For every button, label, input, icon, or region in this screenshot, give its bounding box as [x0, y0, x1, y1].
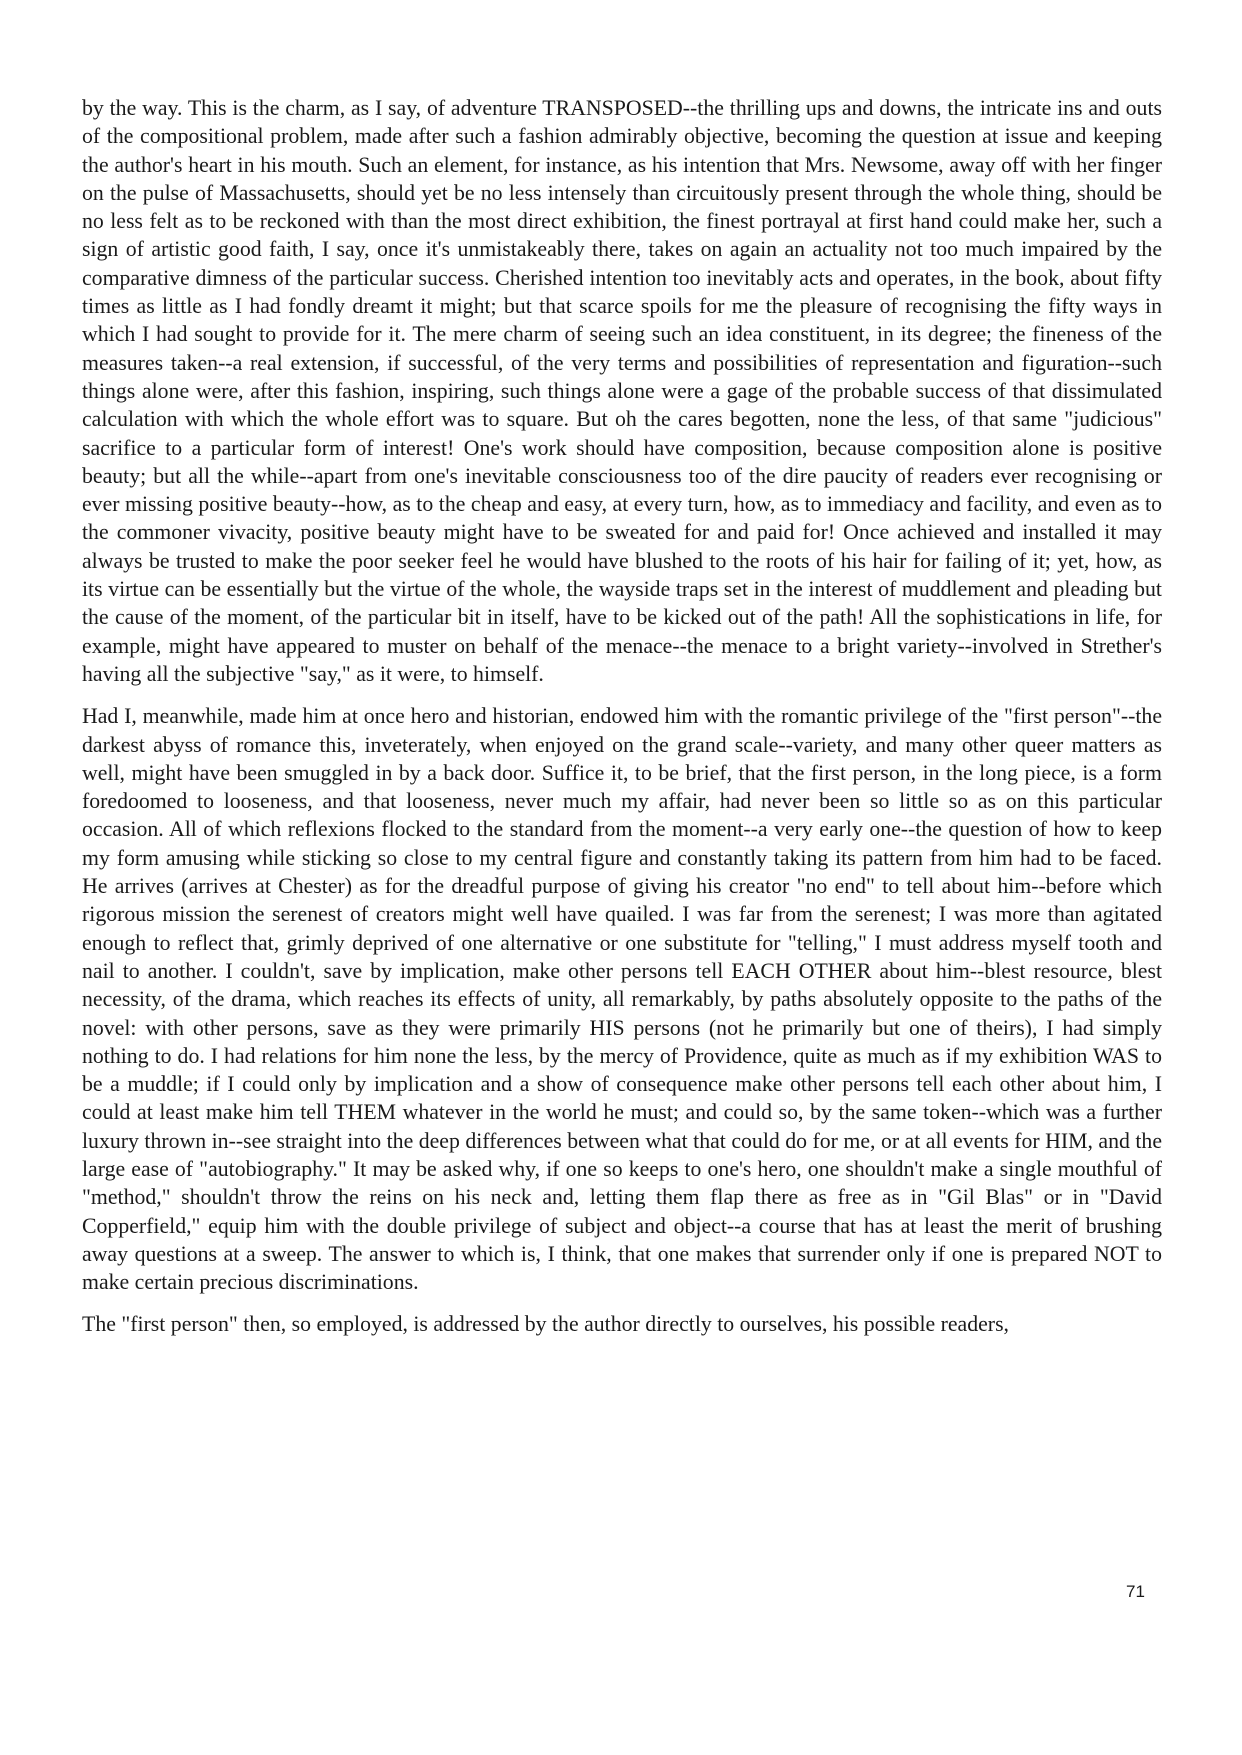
- paragraph-1: by the way. This is the charm, as I say, of adventure TRANSPOSED--the thrilling ups and downs, the intricate ins and outs of the compositional problem, made after such a fashion admirably objective, becoming the question at issue and keeping the author's heart in his mouth. Such an element, for instance, as his intention that Mrs. Newsome, away off with her finger on the pulse of Massachusetts, should yet be no less intensely than circuitously present through the whole thing, should be no less felt as to be reckoned with than the most direct exhibition, the finest portrayal at first hand could make her, such a sign of artistic good faith, I say, once it's unmistakeably there, takes on again an actuality not too much impaired by the comparative dimness of the particular success. Cherished intention too inevitably acts and operates, in the book, about fifty times as little as I had fondly dreamt it might; but that scarce spoils for me the pleasure of recognising the fifty ways in which I had sought to provide for it. The mere charm of seeing such an idea constituent, in its degree; the fineness of the measures taken--a real extension, if successful, of the very terms and possibilities of representation and figuration--such things alone were, after this fashion, inspiring, such things alone were a gage of the probable success of that dissimulated calculation with which the whole effort was to square. But oh the cares begotten, none the less, of that same "judicious" sacrifice to a particular form of interest! One's work should have composition, because composition alone is positive beauty; but all the while--apart from one's inevitable consciousness too of the dire paucity of readers ever recognising or ever missing positive beauty--how, as to the cheap and easy, at every turn, how, as to immediacy and facility, and even as to the commoner vivacity, positive beauty might have to be sweated for and paid for! Once achieved and installed it may always be trusted to make the poor seeker feel he would have blushed to the roots of his hair for failing of it; yet, how, as its virtue can be essentially but the virtue of the whole, the wayside traps set in the interest of muddlement and pleading but the cause of the moment, of the particular bit in itself, have to be kicked out of the path! All the sophistications in life, for example, might have appeared to muster on behalf of the menace--the menace to a bright variety--involved in Strether's having all the subjective "say," as it were, to himself.: [82, 96, 1162, 686]
- paragraph-3: The "first person" then, so employed, is addressed by the author directly to ourselves, his possible readers,: [82, 1312, 1009, 1337]
- page-body: [82, 94, 1162, 1353]
- paragraph-2: Had I, meanwhile, made him at once hero and historian, endowed him with the romantic privilege of the "first person"--the darkest abyss of romance this, inveterately, when enjoyed on the grand scale--variety, and many other queer matters as well, might have been smuggled in by a back door. Suffice it, to be brief, that the first person, in the long piece, is a form foredoomed to looseness, and that looseness, never much my affair, had never been so little so as on this particular occasion. All of which reflexions flocked to the standard from the moment--a very early one--the question of how to keep my form amusing while sticking so close to my central figure and constantly taking its pattern from him had to be faced. He arrives (arrives at Chester) as for the dreadful purpose of giving his creator "no end" to tell about him--before which rigorous mission the serenest of creators might well have quailed. I was far from the serenest; I was more than agitated enough to reflect that, grimly deprived of one alternative or one substitute for "telling," I must address myself tooth and nail to another. I couldn't, save by implication, make other persons tell EACH OTHER about him--blest resource, blest necessity, of the drama, which reaches its effects of unity, all remarkably, by paths absolutely opposite to the paths of the novel: with other persons, save as they were primarily HIS persons (not he primarily but one of theirs), I had simply nothing to do. I had relations for him none the less, by the mercy of Providence, quite as much as if my exhibition WAS to be a muddle; if I could only by implication and a show of consequence make other persons tell each other about him, I could at least make him tell THEM whatever in the world he must; and could so, by the same token--which was a further luxury thrown in--see straight into the deep differences between what that could do for me, or at all events for HIM, and the large ease of "autobiography." It may be asked why, if one so keeps to one's hero, one shouldn't make a single mouthful of "method," shouldn't throw the reins on his neck and, letting them flap there as free as in "Gil Blas" or in "David Copperfield," equip him with the double privilege of subject and object--a course that has at least the merit of brushing away questions at a sweep. The answer to which is, I think, that one makes that surrender only if one is prepared NOT to make certain precious discriminations.: [82, 704, 1162, 1295]
- page-number: 71: [1126, 1582, 1145, 1601]
